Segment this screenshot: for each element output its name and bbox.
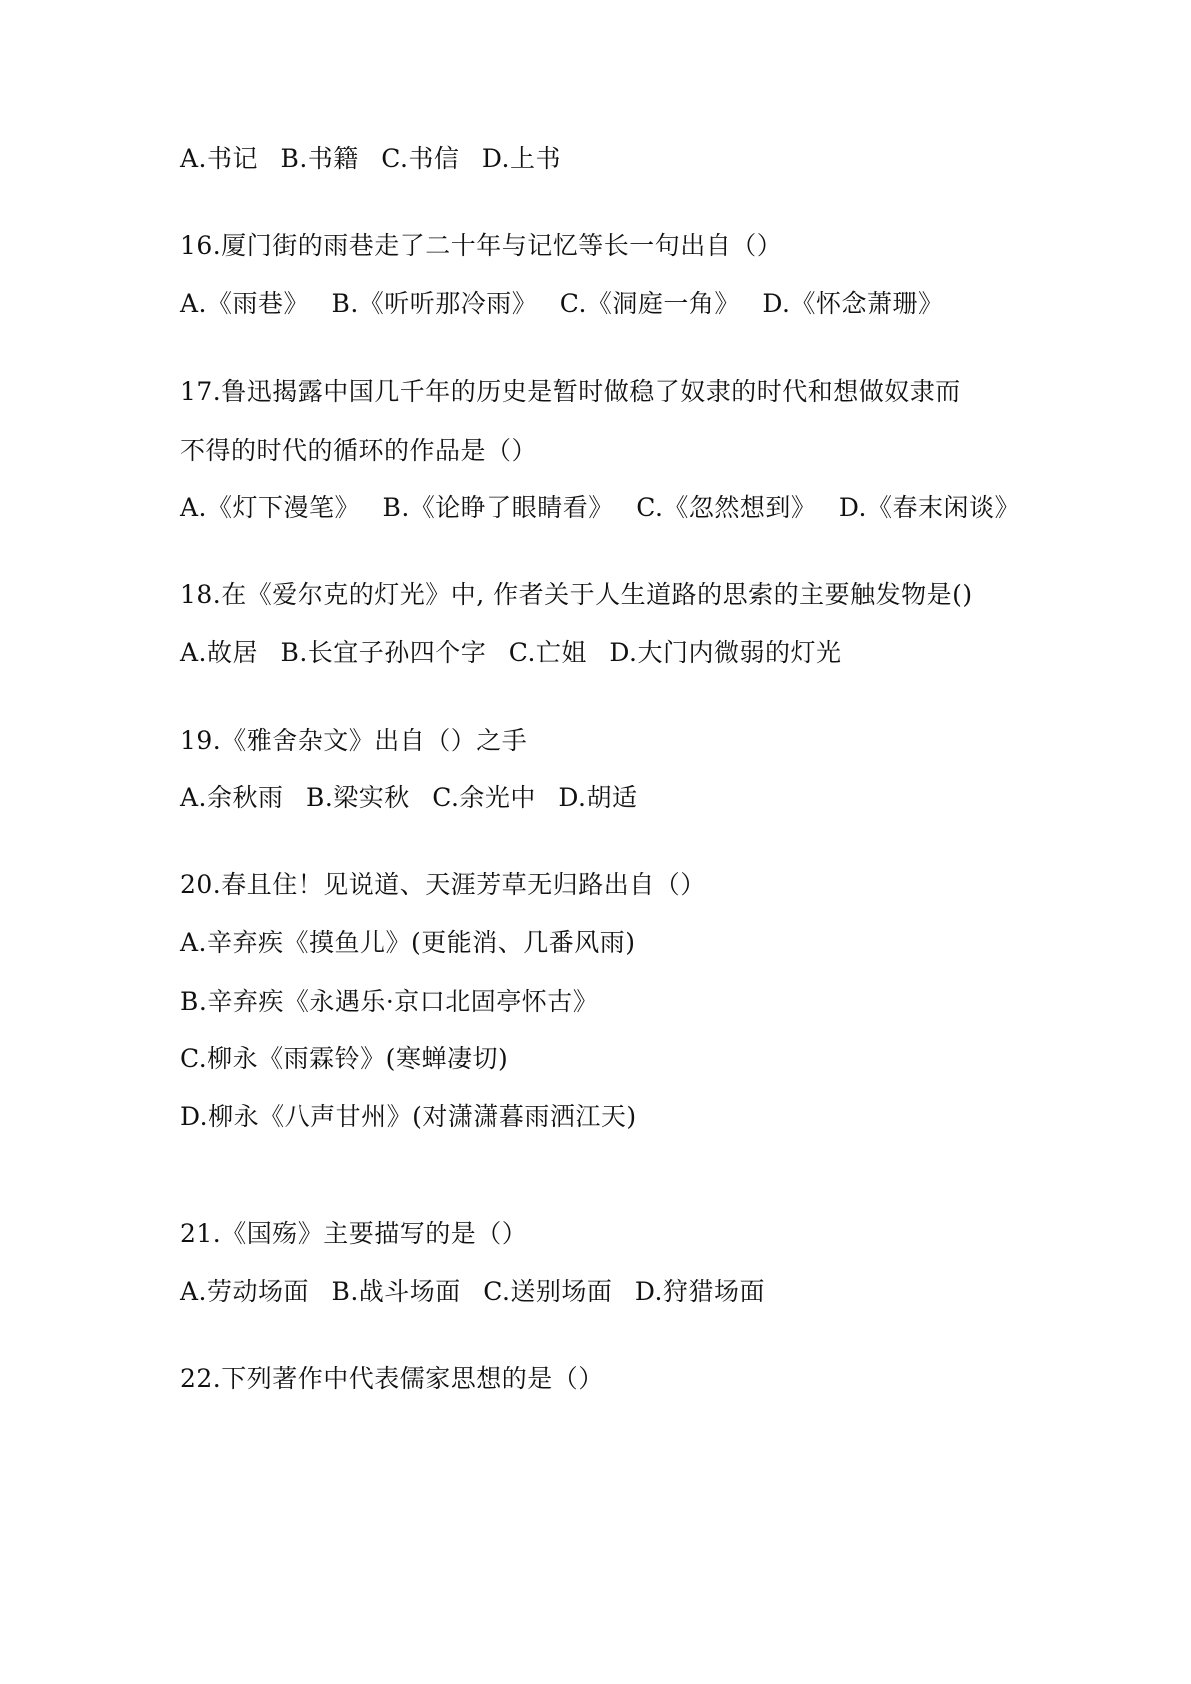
q18-option-c: C.亡姐 <box>508 638 587 667</box>
q18-stem: 18.在《爱尔克的灯光》中, 作者关于人生道路的思索的主要触发物是() <box>180 580 973 609</box>
q21-option-b: B.战斗场面 <box>331 1277 461 1306</box>
q21-option-a: A.劳动场面 <box>180 1277 310 1306</box>
q19-option-c: C.余光中 <box>432 783 536 812</box>
q15-options <box>180 142 561 176</box>
q22-stem: 22.下列著作中代表儒家思想的是（） <box>180 1364 604 1393</box>
q18-option-b: B.长宜子孙四个字 <box>280 638 487 667</box>
q15-option-d: D.上书 <box>481 144 561 173</box>
q19-stem: 19.《雅舍杂文》出自（）之手 <box>180 726 528 755</box>
q20-option-a: A.辛弃疾《摸鱼儿》(更能消、几番风雨) <box>180 928 636 957</box>
q21-option-d: D.狩猎场面 <box>634 1277 765 1306</box>
q21-option-c: C.送别场面 <box>483 1277 613 1306</box>
q19-option-d: D.胡适 <box>558 783 638 812</box>
q16-options <box>180 287 944 321</box>
q20-option-b: B.辛弃疾《永遇乐·京口北固亭怀古》 <box>180 987 599 1016</box>
q20-stem: 20.春且住！见说道、天涯芳草无归路出自（） <box>180 870 706 899</box>
q16-option-c: C.《洞庭一角》 <box>559 289 740 318</box>
q21-stem: 21.《国殇》主要描写的是（） <box>180 1219 528 1248</box>
q21-options <box>180 1275 765 1309</box>
q18-option-d: D.大门内微弱的灯光 <box>609 638 842 667</box>
q17-option-b: B.《论睁了眼睛看》 <box>382 493 614 522</box>
q16-stem: 16.厦门街的雨巷走了二十年与记忆等长一句出自（） <box>180 231 783 260</box>
q16-option-a: A.《雨巷》 <box>180 289 310 318</box>
q17-options <box>180 491 1020 525</box>
q20-option-c: C.柳永《雨霖铃》(寒蝉凄切) <box>180 1044 509 1073</box>
q17-option-c: C.《忽然想到》 <box>636 493 817 522</box>
q17-option-d: D.《春末闲谈》 <box>838 493 1020 522</box>
q17-option-a: A.《灯下漫笔》 <box>180 493 361 522</box>
q20-option-d: D.柳永《八声甘州》(对潇潇暮雨洒江天) <box>180 1102 637 1131</box>
q18-option-a: A.故居 <box>180 638 259 667</box>
q19-option-b: B.梁实秋 <box>305 783 410 812</box>
q17-stem-line2: 不得的时代的循环的作品是（） <box>180 436 538 465</box>
q16-option-b: B.《听听那冷雨》 <box>331 289 538 318</box>
q18-options <box>180 636 842 670</box>
q19-option-a: A.余秋雨 <box>180 783 284 812</box>
q15-option-b: B.书籍 <box>280 144 359 173</box>
q19-options <box>180 781 638 815</box>
q16-option-d: D.《怀念萧珊》 <box>762 289 944 318</box>
q15-option-c: C.书信 <box>381 144 460 173</box>
q17-stem-line1: 17.鲁迅揭露中国几千年的历史是暂时做稳了奴隶的时代和想做奴隶而 <box>180 377 961 406</box>
q15-option-a: A.书记 <box>180 144 259 173</box>
